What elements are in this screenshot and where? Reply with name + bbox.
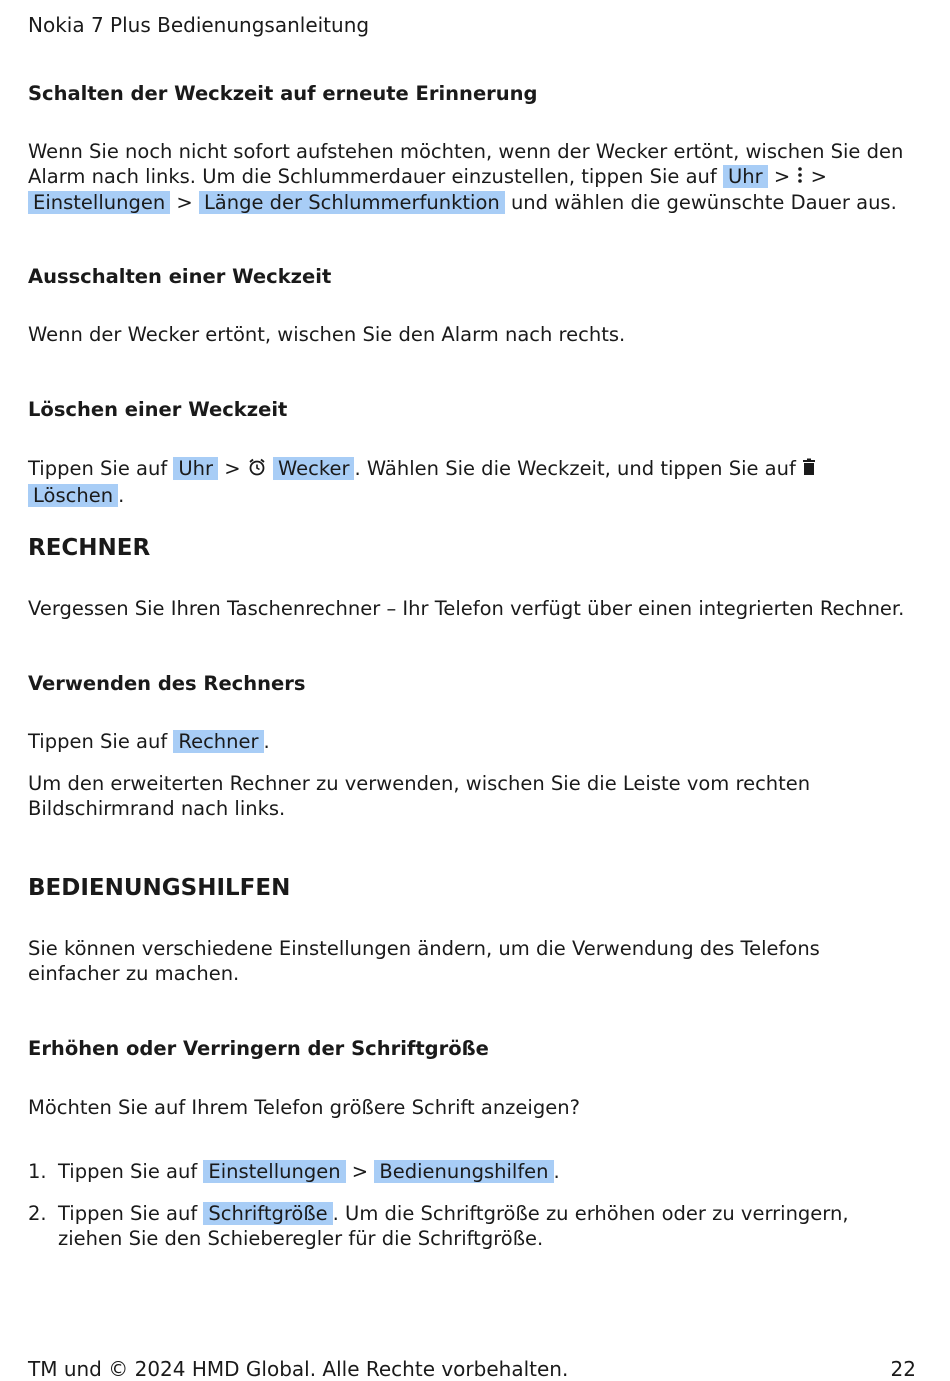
font-size-label: Schriftgröße [203,1202,332,1225]
separator: > [345,1160,375,1183]
steps-list [28,1159,916,1251]
step-number: 2. [28,1202,47,1225]
snooze-text-1: Wenn Sie noch nicht sofort aufstehen möchten, wenn der Wecker ertönt, wischen Sie den Alarm nach links. Um die Schlummerdauer einzustellen, tippen Sie auf [28,140,904,188]
calculator-sub-heading: Verwenden des Rechners [28,672,306,695]
step-text-end: . Um die Schriftgröße zu erhöhen oder zu verringern, ziehen Sie den Schieberegler für die Schriftgröße. [58,1202,849,1250]
delete-alarm-paragraph [28,456,916,508]
font-size-question [28,1095,916,1120]
list-item [28,1159,916,1184]
page-header: Nokia 7 Plus Bedienungsanleitung [28,13,370,37]
calculator-advanced-text: Um den erweiterten Rechner zu verwenden, wischen Sie die Leiste vom rechten Bildschirmrand nach links. [28,772,811,820]
settings-label: Einstellungen [28,191,170,214]
snooze-text-2: und wählen die gewünschte Dauer aus. [504,191,897,214]
font-size-question-text: Möchten Sie auf Ihrem Telefon größere Schrift anzeigen? [28,1096,580,1119]
alarm-clock-icon [247,457,267,483]
document-page [28,0,916,1381]
delete-text-2: . Wählen Sie die Weckzeit, und tippen Sie auf [354,457,803,480]
accessibility-intro [28,936,916,986]
calculator-intro-text: Vergessen Sie Ihren Taschenrechner – Ihr Telefon verfügt über einen integrierten Rechner. [28,597,905,620]
font-size-heading: Erhöhen oder Verringern der Schriftgröße [28,1037,489,1060]
accessibility-heading: BEDIENUNGSHILFEN [28,875,291,901]
calculator-app-label: Rechner [173,730,263,753]
calculator-intro [28,596,916,621]
calculator-advanced-paragraph [28,771,916,821]
snooze-paragraph [28,139,916,215]
snooze-length-label: Länge der Schlummerfunktion [199,191,505,214]
accessibility-label: Bedienungshilfen [374,1160,553,1183]
delete-text-1: Tippen Sie auf [28,457,174,480]
snooze-heading: Schalten der Weckzeit auf erneute Erinnerung [28,82,538,105]
list-item [28,1201,916,1251]
footer-copyright: TM und © 2024 HMD Global. Alle Rechte vorbehalten. [28,1357,569,1381]
accessibility-intro-text: Sie können verschiedene Einstellungen ändern, um die Verwendung des Telefons einfacher zu machen. [28,937,820,985]
alarm-off-paragraph [28,322,916,347]
calculator-text-2: . [263,730,270,753]
step-text: Tippen Sie auf [58,1202,204,1225]
alarm-tab-label: Wecker [273,457,354,480]
delete-text-3: . [118,483,125,507]
separator: > [767,165,797,188]
separator: > [170,191,199,214]
step-text-end: . [553,1160,560,1183]
alarm-off-text: Wenn der Wecker ertönt, wischen Sie den Alarm nach rechts. [28,323,626,346]
separator: > [218,457,247,480]
page-number: 22 [890,1357,916,1381]
settings-label: Einstellungen [203,1160,345,1183]
alarm-off-heading: Ausschalten einer Weckzeit [28,265,332,288]
clock-app-label: Uhr [173,457,218,480]
calculator-use-paragraph [28,729,916,754]
delete-label: Löschen [28,484,118,507]
trash-icon [802,457,816,482]
delete-alarm-heading: Löschen einer Weckzeit [28,398,288,421]
calculator-text-1: Tippen Sie auf [28,730,174,753]
step-text: Tippen Sie auf [58,1160,204,1183]
calculator-heading: RECHNER [28,535,151,561]
step-number: 1. [28,1160,47,1183]
clock-app-label: Uhr [723,165,768,188]
separator: > [804,165,827,188]
